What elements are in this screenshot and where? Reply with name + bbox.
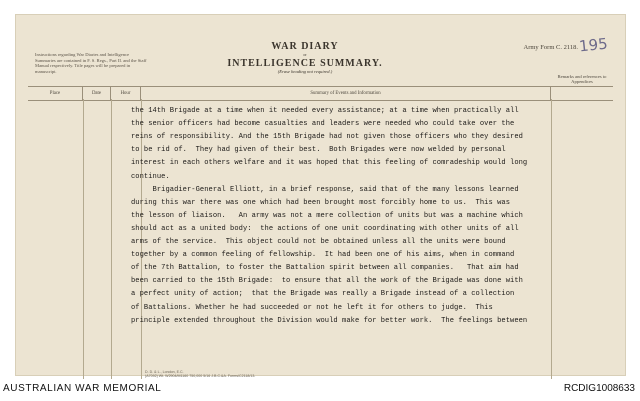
text-line: should act as a united body: the actions of one unit coordinating with other units of all (131, 224, 519, 233)
title-note: (Erase heading not required.) (277, 69, 333, 74)
text-line: the senior officers had become casualties and leaders were needed who could take over the (131, 120, 515, 129)
text-line: the lesson of liaison. An army was not a mere collection of units but was a machine which (131, 211, 523, 220)
title-or: or (303, 52, 307, 57)
text-line: of the 7th Battalion, to foster the Battalion spirit between all companies. That aim had (131, 264, 519, 273)
text-line: principle extended throughout the Division would make for better work. The feelings between (131, 316, 528, 325)
text-line: continue. (131, 172, 170, 181)
printer-imprint (145, 370, 255, 378)
text-line: reins of responsibility. And the 15th Brigade had not given those officers who they desired (131, 133, 523, 142)
text-line: the 14th Brigade at a time when it needed every assistance; at a time when practically all (131, 107, 519, 116)
printer-line: (A7092) Wt. W2904/M1160 750,000 5/16 J.B.C.&A. Forms/C2118/13. (145, 374, 256, 379)
column-divider (111, 99, 112, 379)
text-line: a perfect unity of action; that the Brigade was really a Brigade instead of a collection (131, 290, 515, 299)
column-divider (83, 99, 84, 379)
text-line: arms of the service. This object could not be obtained unless all the units were bound (131, 238, 506, 247)
column-hour: Hour (111, 87, 141, 100)
text-line: to be rid of. They had given of their best. Both Brigades were now welded by personal (131, 146, 506, 155)
column-place: Place (28, 87, 83, 100)
footer-id: RCDIG1008633 (563, 383, 635, 394)
column-date: Date (83, 87, 111, 100)
column-summary: Summary of Events and Information (141, 87, 551, 100)
form-number: Army Form C. 2118. (523, 44, 578, 51)
text-line: together by a common feeling of fellowship. It had been one of his aims, when in command (131, 251, 515, 260)
text-line: during this war there was one which had been brought most forcibly home to us. This was (131, 198, 511, 207)
column-remarks: Remarks and references to Appendices (557, 74, 607, 85)
title-intelligence-summary: INTELLIGENCE SUMMARY. (227, 58, 383, 69)
title-block (205, 41, 405, 74)
footer-credit: AUSTRALIAN WAR MEMORIAL (3, 383, 162, 394)
instructions-note: Instructions regarding War Diaries and Intelligence Summaries are contained in F. S. Regs., Part II. and the Staff Manual respectively. Title pages will be prepared in manuscript. (35, 52, 147, 74)
text-line: Brigadier-General Elliott, in a brief response, said that of the many lessons learned (131, 185, 519, 194)
text-line: interest in each others welfare and it was hoped that this feeling of comradeship would long (131, 159, 528, 168)
printer-line: D. D. & L., London, E.C. (145, 370, 184, 374)
text-line: of Battalions. Whether he had succeeded or not he left it for others to judge. This (131, 303, 493, 312)
title-war-diary: WAR DIARY (271, 41, 339, 52)
summary-text (131, 92, 529, 341)
column-divider (551, 99, 552, 379)
page-number: 195 (578, 34, 609, 56)
text-line: been carried to the 15th Brigade: to ensure that all the work of the Brigade was done with (131, 277, 523, 286)
